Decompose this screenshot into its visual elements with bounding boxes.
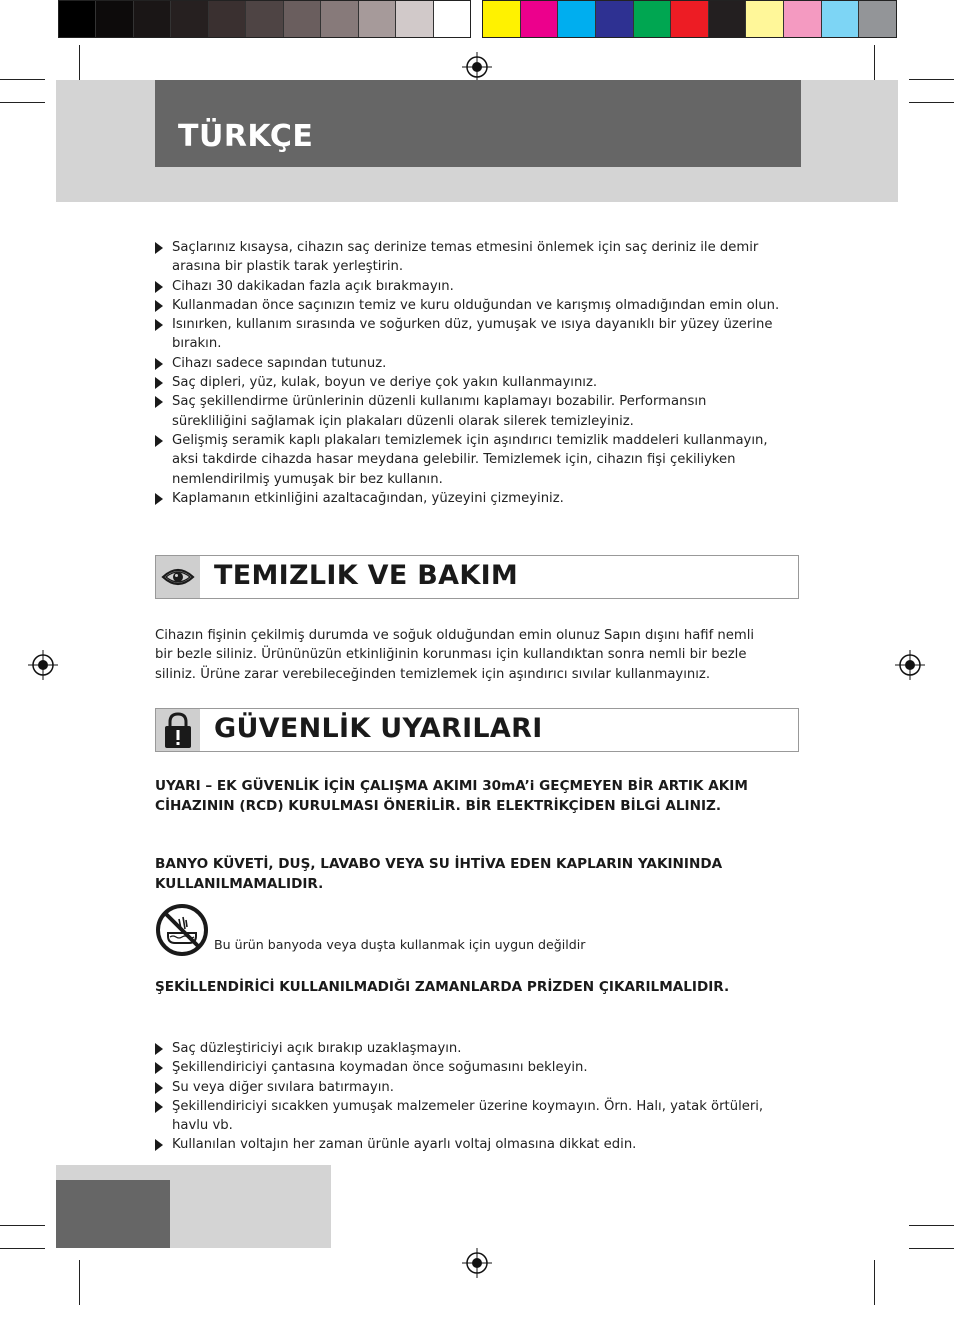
usage-bullet-list (155, 238, 785, 508)
list-item-text: Saç şekillendirme ürünlerinin düzenli kullanımı kaplamayı bozabilir. Performansın sürekliliğini sağlamak için plakaları düzenli olarak silerek temizleyiniz. (172, 394, 707, 429)
list-item (155, 277, 785, 296)
list-item-text: Isınırken, kullanım sırasında ve soğurken düz, yumuşak ve ısıya dayanıklı bir yüzey üzerine bırakın. (172, 317, 773, 352)
arrow-bullet-icon (155, 1043, 163, 1055)
crop-mark (0, 102, 45, 103)
color-swatch (96, 1, 133, 37)
arrow-bullet-icon (155, 377, 163, 389)
color-swatch (396, 1, 433, 37)
crop-mark (909, 79, 954, 80)
list-item-text: Cihazı sadece sapından tutunuz. (172, 355, 387, 371)
registration-mark-icon (462, 1248, 492, 1278)
color-swatch (171, 1, 208, 37)
arrow-bullet-icon (155, 396, 163, 408)
color-swatch (483, 1, 521, 37)
list-item (155, 1058, 785, 1077)
color-swatch (209, 1, 246, 37)
color-swatch (434, 1, 470, 37)
list-item (155, 489, 785, 508)
crop-mark (0, 79, 45, 80)
list-item-text: Kaplamanın etkinliğini azaltacağından, yüzeyini çizmeyiniz. (172, 490, 564, 506)
list-item (155, 431, 785, 489)
cleaning-section-header (155, 555, 799, 599)
arrow-bullet-icon (155, 281, 163, 293)
unplug-warning: ŞEKİLLENDİRİCİ KULLANILMADIĞI ZAMANLARDA PRİZDEN ÇIKARILMALIDIR. (155, 979, 730, 995)
registration-mark-icon (28, 650, 58, 680)
color-calibration-bar (482, 0, 897, 38)
list-item (155, 296, 785, 315)
list-item-text: Gelişmiş seramik kaplı plakaları temizlemek için aşındırıcı temizlik maddeleri kullanmayın, aksi takdirde cihazda hasar meydana gelebilir. Temizlemek için, cihazın fişi çekiliyken nemlendirilmiş yumuşak bir bez kullanın. (172, 432, 768, 487)
crop-mark (79, 1260, 80, 1305)
color-swatch (671, 1, 709, 37)
arrow-bullet-icon (155, 319, 163, 331)
list-item-text: Saç dipleri, yüz, kulak, boyun ve deriye çok yakın kullanmayınız. (172, 375, 598, 391)
arrow-bullet-icon (155, 493, 163, 505)
list-item-text: Kullanılan voltajın her zaman ürünle ayarlı voltaj olmasına dikkat edin. (172, 1137, 637, 1153)
color-swatch (558, 1, 596, 37)
crop-mark (909, 1225, 954, 1226)
color-swatch (746, 1, 784, 37)
cleaning-paragraph: Cihazın fişinin çekilmiş durumda ve soğuk olduğundan emin olunuz Sapın dışını hafif nemli bir bezle siliniz. Ürününüzün etkinliğinin korunması için kullandıktan sonra nemli bir bezle siliniz. Ürüne zarar verebileceğinden temizlemek için aşındırıcı sıvılar kullanmayınız. (155, 628, 755, 682)
color-swatch (709, 1, 747, 37)
arrow-bullet-icon (155, 300, 163, 312)
no-bath-icon (155, 903, 209, 957)
list-item (155, 354, 785, 373)
list-item-text: Şekillendiriciyi sıcakken yumuşak malzemeler üzerine koymayın. Örn. Halı, yatak örtüleri, havlu vb. (172, 1098, 764, 1134)
cleaning-section-title: TEMIZLIK VE BAKIM (214, 560, 519, 591)
safety-section-title: GÜVENLİK UYARILARI (214, 713, 543, 744)
arrow-bullet-icon (155, 1082, 163, 1094)
color-swatch (134, 1, 171, 37)
arrow-bullet-icon (155, 1062, 163, 1074)
color-swatch (59, 1, 96, 37)
gray-calibration-bar (58, 0, 471, 38)
arrow-bullet-icon (155, 435, 163, 447)
registration-mark-icon (895, 650, 925, 680)
list-item-text: Kullanmadan önce saçınızın temiz ve kuru olduğundan ve karışmış olmadığından emin olun. (172, 297, 780, 313)
footer-page-block (56, 1180, 170, 1248)
list-item (155, 1039, 785, 1058)
bath-note: Bu ürün banyoda veya duşta kullanmak için uygun değildir (214, 937, 586, 952)
padlock-warning-icon (156, 709, 200, 751)
eye-icon (156, 556, 200, 598)
list-item (155, 1078, 785, 1097)
color-swatch (359, 1, 396, 37)
rcd-warning: UYARI – EK GÜVENLİK İÇİN ÇALIŞMA AKIMI 30mA’i GEÇMEYEN BİR ARTIK AKIM CİHAZININ (RCD) KURULMASI ÖNERİLİR. BİR ELEKTRİKÇİDEN BİLGİ ALINIZ. (155, 778, 748, 814)
crop-mark (0, 1248, 45, 1249)
arrow-bullet-icon (155, 242, 163, 254)
list-item-text: Saç düzleştiriciyi açık bırakıp uzaklaşmayın. (172, 1041, 462, 1056)
list-item-text: Su veya diğer sıvılara batırmayın. (172, 1079, 394, 1095)
bath-warning: BANYO KÜVETİ, DUŞ, LAVABO VEYA SU İHTİVA EDEN KAPLARIN YAKININDA KULLANILMAMALIDIR. (155, 856, 723, 892)
color-swatch (784, 1, 822, 37)
crop-mark (0, 1225, 45, 1226)
list-item-text: Cihazı 30 dakikadan fazla açık bırakmayın. (172, 278, 454, 294)
page-title: TÜRKÇE (178, 119, 314, 154)
list-item-text: Saçlarınız kısaysa, cihazın saç derinize temas etmesini önlemek için saç deriniz ile demir arasına bir plastik tarak yerleştirin. (172, 240, 759, 275)
list-item (155, 1097, 785, 1136)
list-item (155, 315, 785, 354)
list-item (155, 238, 785, 277)
registration-mark-icon (462, 52, 492, 82)
section-icon-cell (156, 556, 200, 598)
crop-mark (909, 1248, 954, 1249)
color-swatch (634, 1, 672, 37)
color-swatch (596, 1, 634, 37)
safety-section-header (155, 708, 799, 752)
list-item (155, 373, 785, 392)
arrow-bullet-icon (155, 358, 163, 370)
arrow-bullet-icon (155, 1139, 163, 1151)
color-swatch (321, 1, 358, 37)
list-item (155, 392, 785, 431)
color-swatch (822, 1, 860, 37)
color-swatch (521, 1, 559, 37)
crop-mark (874, 1260, 875, 1305)
color-swatch (859, 1, 896, 37)
color-swatch (284, 1, 321, 37)
safety-bullet-list (155, 1039, 785, 1155)
list-item (155, 1135, 785, 1154)
list-item-text: Şekillendiriciyi çantasına koymadan önce soğumasını bekleyin. (172, 1060, 588, 1076)
section-icon-cell (156, 709, 200, 751)
crop-mark (909, 102, 954, 103)
color-swatch (246, 1, 283, 37)
arrow-bullet-icon (155, 1101, 163, 1113)
